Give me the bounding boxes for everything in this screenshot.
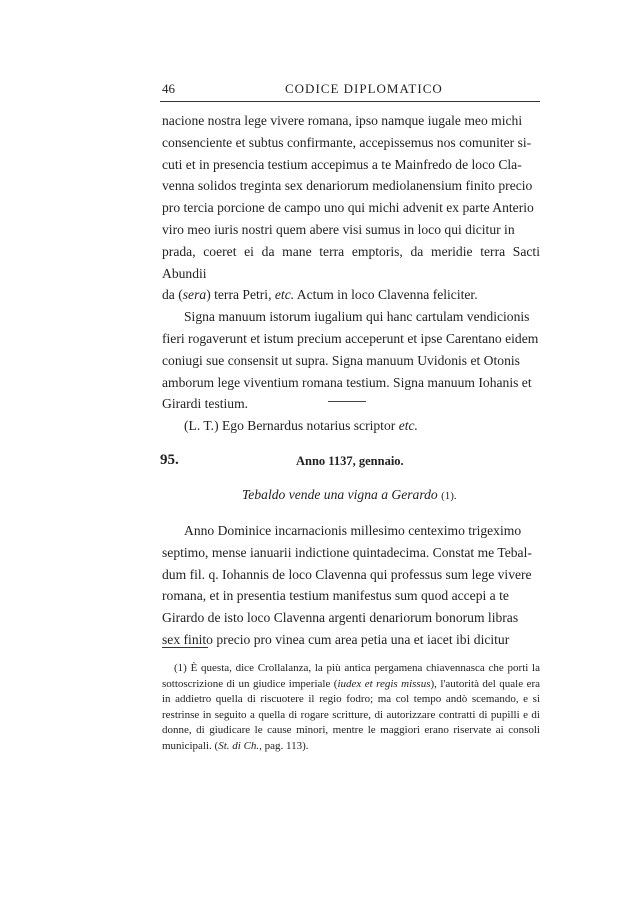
- text-line: Anno Dominice incarnacionis millesimo centeximo trigeximo: [184, 523, 522, 538]
- text-line: consenciente et subtus confirmante, accepissemus nos comuniter si-: [162, 134, 532, 150]
- text-line: dum fil. q. Iohannis de loco Clavenna qui professus sum lege vivere: [162, 566, 532, 582]
- document-number: 95.: [160, 452, 179, 468]
- document-title: Tebaldo vende una vigna a Gerardo (1).: [242, 487, 457, 502]
- running-title: CODICE DIPLOMATICO: [285, 81, 443, 96]
- header-rule: [160, 101, 540, 102]
- text-line: coniugi sue consensit ut supra. Signa manuum Uvidonis et Otonis: [162, 352, 520, 368]
- text-line: Girardo de isto loco Clavenna argenti denariorum bonorum libras: [162, 610, 519, 626]
- text-line: prada, coeret ei da mane terra emptoris, da meridie terra Sacti Abundii: [162, 243, 540, 281]
- footnote-ref: (1).: [441, 490, 457, 502]
- page-number: 46: [162, 81, 175, 96]
- document-text: [162, 520, 540, 651]
- section-divider: [328, 401, 366, 402]
- footnote-rule: [162, 647, 208, 648]
- document-date: Anno 1137, gennaio.: [296, 454, 404, 468]
- text-line: fieri rogaverunt et istum precium acceperunt et ipse Carentano eidem: [162, 330, 539, 346]
- text-line: sex finito precio pro vinea cum area petia una et iacet ibi dicitur: [162, 631, 510, 647]
- notary-closing: (L. T.) Ego Bernardus notarius scriptor etc.: [184, 418, 418, 434]
- previous-document-text: [162, 110, 540, 437]
- footnote: (1) È questa, dice Crollalanza, la più antica pergamena chiavennasca che porti la sottoscrizione di un giudice imperiale (iudex et regis missus), l'autorità del quale era in addietro quella di riscuotere il regio fodro; ma col tempo andò scemando, e si restrinse in seguito a quella di rogare scritture, di autorizzare contratti di pupilli e di donne, di giudicare le cause minori, mentre le maggiori erano riservate ai consoli municipali. (St. di Ch., pag. 113).: [162, 662, 540, 752]
- text-line: cuti et in presencia testium accepimus a te Mainfredo de loco Cla-: [162, 156, 522, 172]
- text-line: viro meo iuris nostri quem abere visi sumus in loco qui dicitur in: [162, 221, 515, 237]
- text-line: romana, et in presentia testium manifestus sum quod accepi a te: [162, 588, 509, 604]
- text-line: da (sera) terra Petri, etc. Actum in loco Clavenna feliciter.: [162, 287, 478, 303]
- text-line: pro tercia porcione de campo uno qui michi advenit ex parte Anterio: [162, 200, 534, 216]
- text-line: amborum lege viventium romana testium. Signa manuum Iohanis et: [162, 374, 532, 390]
- text-line: venna solidos treginta sex denariorum mediolanensium finito precio: [162, 178, 533, 194]
- text-line: septimo, mense ianuarii indictione quintadecima. Constat me Tebal-: [162, 544, 532, 560]
- text-line: nacione nostra lege vivere romana, ipso namque iugale meo michi: [162, 113, 523, 128]
- text-line: Signa manuum istorum iugalium qui hanc cartulam vendicionis: [184, 309, 530, 325]
- text-line: Girardi testium.: [162, 396, 249, 412]
